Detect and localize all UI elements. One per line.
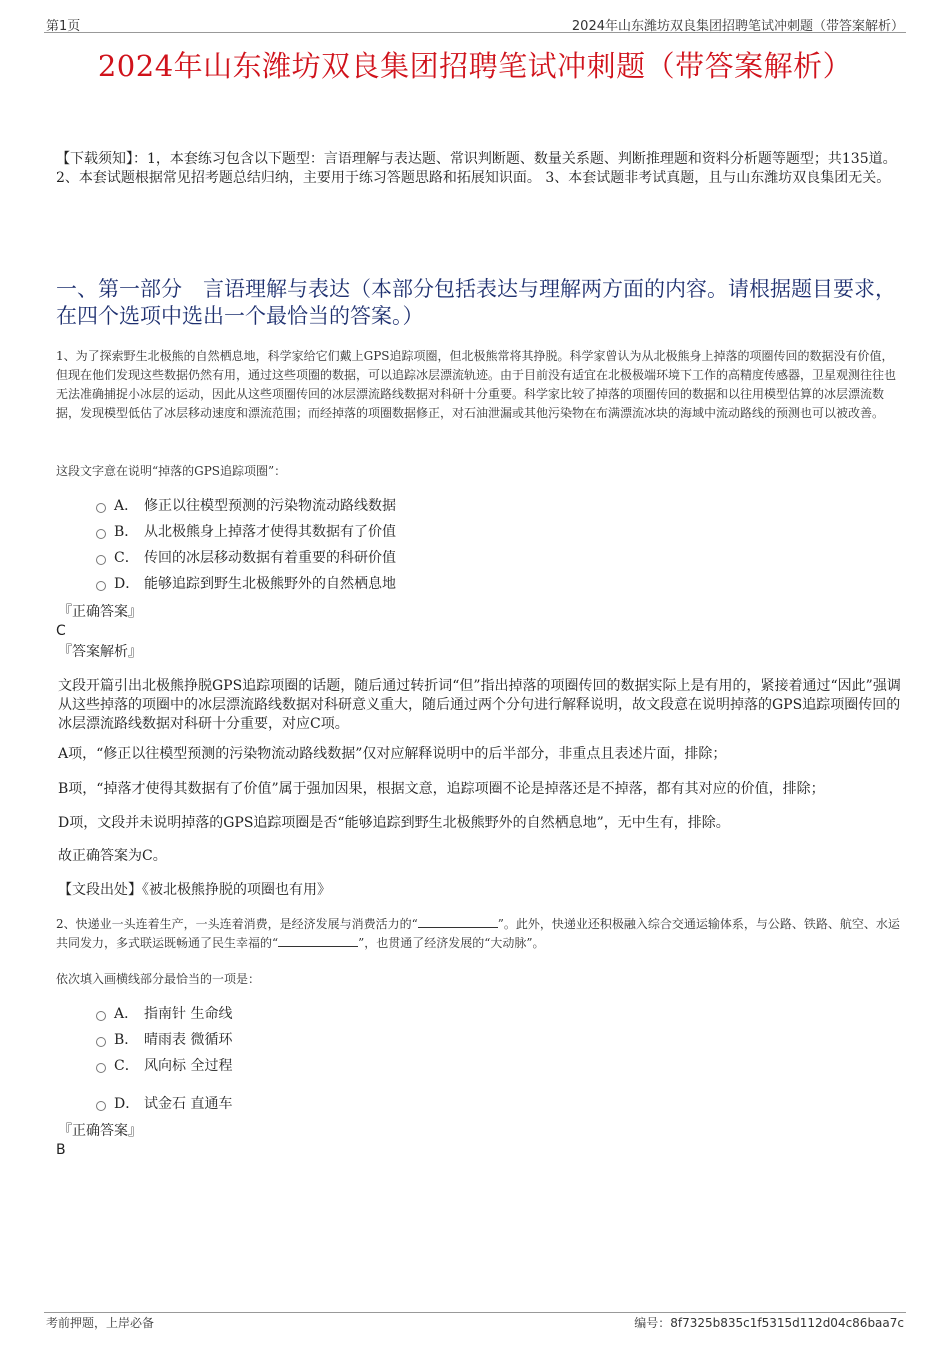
header-doc-title: 2024年山东潍坊双良集团招聘笔试冲刺题（带答案解析） [571,19,904,34]
radio-icon[interactable] [96,581,106,591]
radio-icon[interactable] [96,529,106,539]
question-1-prompt: 这段文字意在说明“掉落的GPS追踪项圈”： [56,464,287,478]
q1-option-b[interactable]: B． 从北极熊身上掉落才使得其数据有了价值 [96,522,396,542]
radio-icon[interactable] [96,1063,106,1073]
question-1-text: 1、为了探索野生北极熊的自然栖息地，科学家给它们戴上GPS追踪项圈，但北极熊常将其挣脱。科学家曾认为从北极熊身上掉落的项圈传回的数据没有价值，但现在他们发现这些数据仍然有用，通过这些项圈的数据，可以追踪冰层漂流轨迹。由于目前没有适宜在北极极端环境下工作的高精度传感器，卫星观测往往也无法准确捕捉小冰层的运动，因此从这些项圈传回的冰层漂流路线数据对科研十分重要。科学家比较了掉落的项圈传回的数据和以往用模型估算的冰层漂流数据，发现模型低估了冰层移动速度和漂流范围；而经掉落的项圈数据修正，对石油泄漏或其他污染物在布满漂流冰块的海域中流动路线的预测也可以被改善。 [56,349,897,420]
q1-analysis-a: A项，“修正以往模型预测的污染物流动路线数据”仅对应解释说明中的后半部分，非重点且表述片面，排除； [58,746,727,762]
radio-icon[interactable] [96,1037,106,1047]
download-notice: 【下载须知】：1，本套练习包含以下题型：言语理解与表达题、常识判断题、数量关系题、判断推理题和资料分析题等题型；共135道。 2、本套试题根据常见招考题总结归纳，主要用于练习答题思路和拓展知识面。 3、本套试题非考试真题，且与山东潍坊双良集团无关。 [56,151,897,186]
footer-divider [44,1312,906,1313]
page-number: 第1页 [46,19,81,34]
fill-blank-2 [278,935,358,947]
q1-analysis-label: 『答案解析』 [58,644,142,660]
q1-answer: C [56,623,66,639]
footer-slogan: 考前押题，上岸必备 [46,1316,155,1330]
q1-source: 【文段出处】《被北极熊挣脱的项圈也有用》 [58,882,331,898]
footer-serial: 编号：8f7325b835c1f5315d112d04c86baa7c [634,1316,904,1330]
q1-answer-label: 『正确答案』 [58,604,142,620]
q2-option-c[interactable]: C． 风向标 全过程 [96,1056,232,1076]
q1-analysis-conclusion: 故正确答案为C。 [58,848,167,864]
radio-icon[interactable] [96,1011,106,1021]
radio-icon[interactable] [96,555,106,565]
q1-option-c[interactable]: C． 传回的冰层移动数据有着重要的科研价值 [96,548,396,568]
q1-analysis-b: B项，“掉落才使得其数据有了价值”属于强加因果，根据文意，追踪项圈不论是掉落还是不掉落，都有其对应的价值，排除； [58,781,825,797]
q2-option-d[interactable]: D． 试金石 直通车 [96,1094,232,1114]
q1-analysis-main: 文段开篇引出北极熊挣脱GPS追踪项圈的话题，随后通过转折词“但”指出掉落的项圈传回的数据实际上是有用的，紧接着通过“因此”强调从这些掉落的项圈中的冰层漂流路线数据对科研意义重大，随后通过两个分句进行解释说明，故文段意在说明掉落的GPS追踪项圈传回的冰层漂流路线数据对科研十分重要，对应C项。 [58,678,901,732]
question-2-prompt: 依次填入画横线部分最恰当的一项是： [56,972,261,986]
q2-answer-label: 『正确答案』 [58,1123,142,1139]
q1-option-a[interactable]: A． 修正以往模型预测的污染物流动路线数据 [96,496,396,516]
q2-option-b[interactable]: B． 晴雨表 微循环 [96,1030,232,1050]
q2-option-a[interactable]: A． 指南针 生命线 [96,1004,232,1024]
q1-analysis-d: D项，文段并未说明掉落的GPS追踪项圈是否“能够追踪到野生北极熊野外的自然栖息地”，无中生有，排除。 [58,815,730,831]
page-title: 2024年山东潍坊双良集团招聘笔试冲刺题（带答案解析） [97,49,853,83]
section-heading: 一、第一部分 言语理解与表达（本部分包括表达与理解两方面的内容。请根据题目要求，在四个选项中选出一个最恰当的答案。） [56,277,896,328]
radio-icon[interactable] [96,503,106,513]
question-2-text: 2、快递业一头连着生产，一头连着消费，是经济发展与消费活力的“ ”。此外，快递业还积极融入综合交通运输体系，与公路、铁路、航空、水运共同发力，多式联运既畅通了民生幸福的“ ”，也贯通了经济发展的“大动脉”。 [56,917,900,950]
fill-blank-1 [418,916,498,928]
page-header [44,14,906,33]
radio-icon[interactable] [96,1101,106,1111]
q1-option-d[interactable]: D． 能够追踪到野生北极熊野外的自然栖息地 [96,574,396,594]
q2-answer: B [56,1142,66,1158]
